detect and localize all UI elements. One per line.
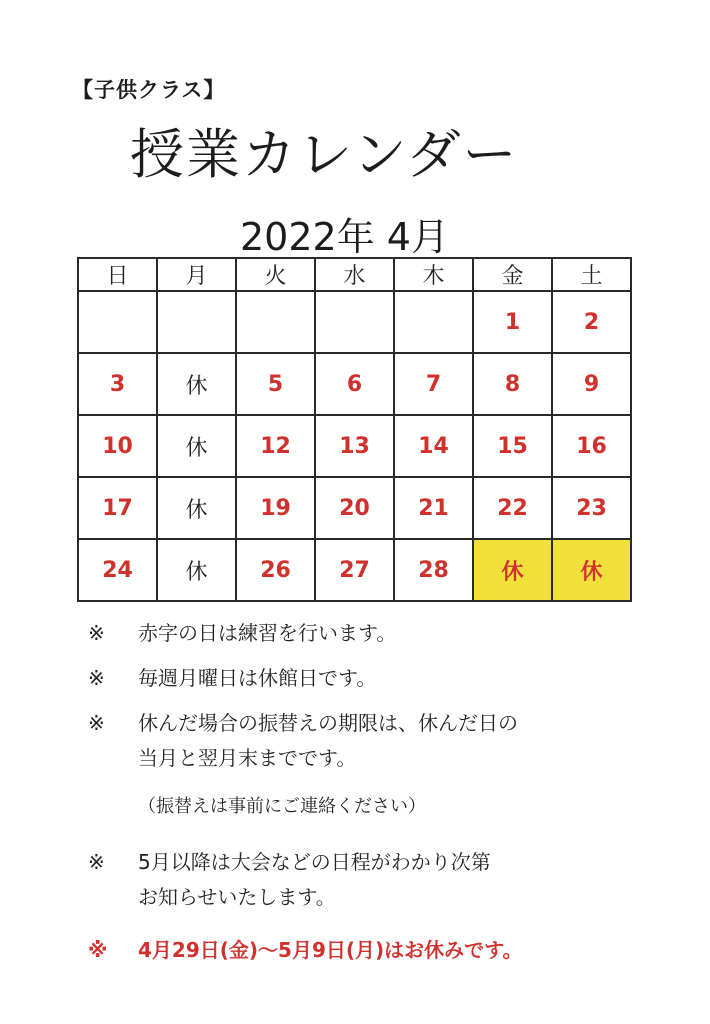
day-cell: 1 xyxy=(473,291,552,353)
day-cell: 3 xyxy=(78,353,157,415)
note-makeup-deadline xyxy=(88,706,518,741)
closed-day-cell: 休 xyxy=(157,415,236,477)
closed-day-cell: 休 xyxy=(157,539,236,601)
day-cell: 8 xyxy=(473,353,552,415)
day-cell: 14 xyxy=(394,415,473,477)
class-label: 【子供クラス】 xyxy=(72,78,226,102)
calendar-week-row xyxy=(78,415,631,477)
month-title: 2022年 4月 xyxy=(240,215,449,259)
day-cell: 16 xyxy=(552,415,631,477)
day-cell: 20 xyxy=(315,477,394,539)
day-cell: 12 xyxy=(236,415,315,477)
highlighted-rest-day-cell: 休 xyxy=(473,539,552,601)
note-mark: ※ xyxy=(88,850,105,874)
day-cell: 23 xyxy=(552,477,631,539)
note-may-schedule-cont xyxy=(138,880,336,915)
day-cell: 22 xyxy=(473,477,552,539)
weekday-header-row xyxy=(78,258,631,291)
weekday-mon: 月 xyxy=(157,258,236,291)
day-cell: 7 xyxy=(394,353,473,415)
note-mark: ※ xyxy=(88,666,105,690)
note-mark: ※ xyxy=(88,711,105,735)
calendar-week-row xyxy=(78,477,631,539)
weekday-fri: 金 xyxy=(473,258,552,291)
note-makeup-sub: （振替えは事前にご連絡ください） xyxy=(138,796,426,817)
day-cell xyxy=(78,291,157,353)
note-text-line2: 当月と翌月末までです。 xyxy=(138,746,357,770)
note-mark: ※ xyxy=(88,621,105,645)
day-cell: 17 xyxy=(78,477,157,539)
weekday-sat: 土 xyxy=(552,258,631,291)
day-cell: 5 xyxy=(236,353,315,415)
note-text-line1: 5月以降は大会などの日程がわかり次第 xyxy=(138,850,491,874)
day-cell: 9 xyxy=(552,353,631,415)
day-cell: 15 xyxy=(473,415,552,477)
day-cell: 13 xyxy=(315,415,394,477)
day-cell xyxy=(394,291,473,353)
highlighted-rest-day-cell: 休 xyxy=(552,539,631,601)
closed-day-cell: 休 xyxy=(157,477,236,539)
note-makeup-deadline-cont xyxy=(138,741,356,776)
day-cell: 26 xyxy=(236,539,315,601)
day-cell: 28 xyxy=(394,539,473,601)
day-cell: 27 xyxy=(315,539,394,601)
day-cell: 19 xyxy=(236,477,315,539)
note-text: 毎週月曜日は休館日です。 xyxy=(138,666,377,690)
day-cell: 2 xyxy=(552,291,631,353)
day-cell xyxy=(315,291,394,353)
calendar-week-row xyxy=(78,539,631,601)
weekday-wed: 水 xyxy=(315,258,394,291)
day-cell: 24 xyxy=(78,539,157,601)
closed-day-cell: 休 xyxy=(157,353,236,415)
note-closure-period xyxy=(88,934,523,963)
note-text: 赤字の日は練習を行います。 xyxy=(138,621,397,645)
calendar-week-row xyxy=(78,291,631,353)
day-cell: 21 xyxy=(394,477,473,539)
page-title: 授業カレンダー xyxy=(130,123,519,186)
calendar-week-row xyxy=(78,353,631,415)
weekday-tue: 火 xyxy=(236,258,315,291)
weekday-thu: 木 xyxy=(394,258,473,291)
note-text: 4月29日(金)～5月9日(月)はお休みです。 xyxy=(138,938,523,962)
weekday-sun: 日 xyxy=(78,258,157,291)
note-closed-mondays xyxy=(88,661,376,696)
day-cell xyxy=(157,291,236,353)
calendar-table xyxy=(77,257,632,602)
day-cell xyxy=(236,291,315,353)
note-text-line1: 休んだ場合の振替えの期限は、休んだ日の xyxy=(138,711,518,735)
note-may-schedule xyxy=(88,845,491,880)
day-cell: 10 xyxy=(78,415,157,477)
note-mark: ※ xyxy=(88,938,108,962)
note-practice-days xyxy=(88,616,396,651)
note-text-line2: お知らせいたします。 xyxy=(138,885,336,909)
day-cell: 6 xyxy=(315,353,394,415)
